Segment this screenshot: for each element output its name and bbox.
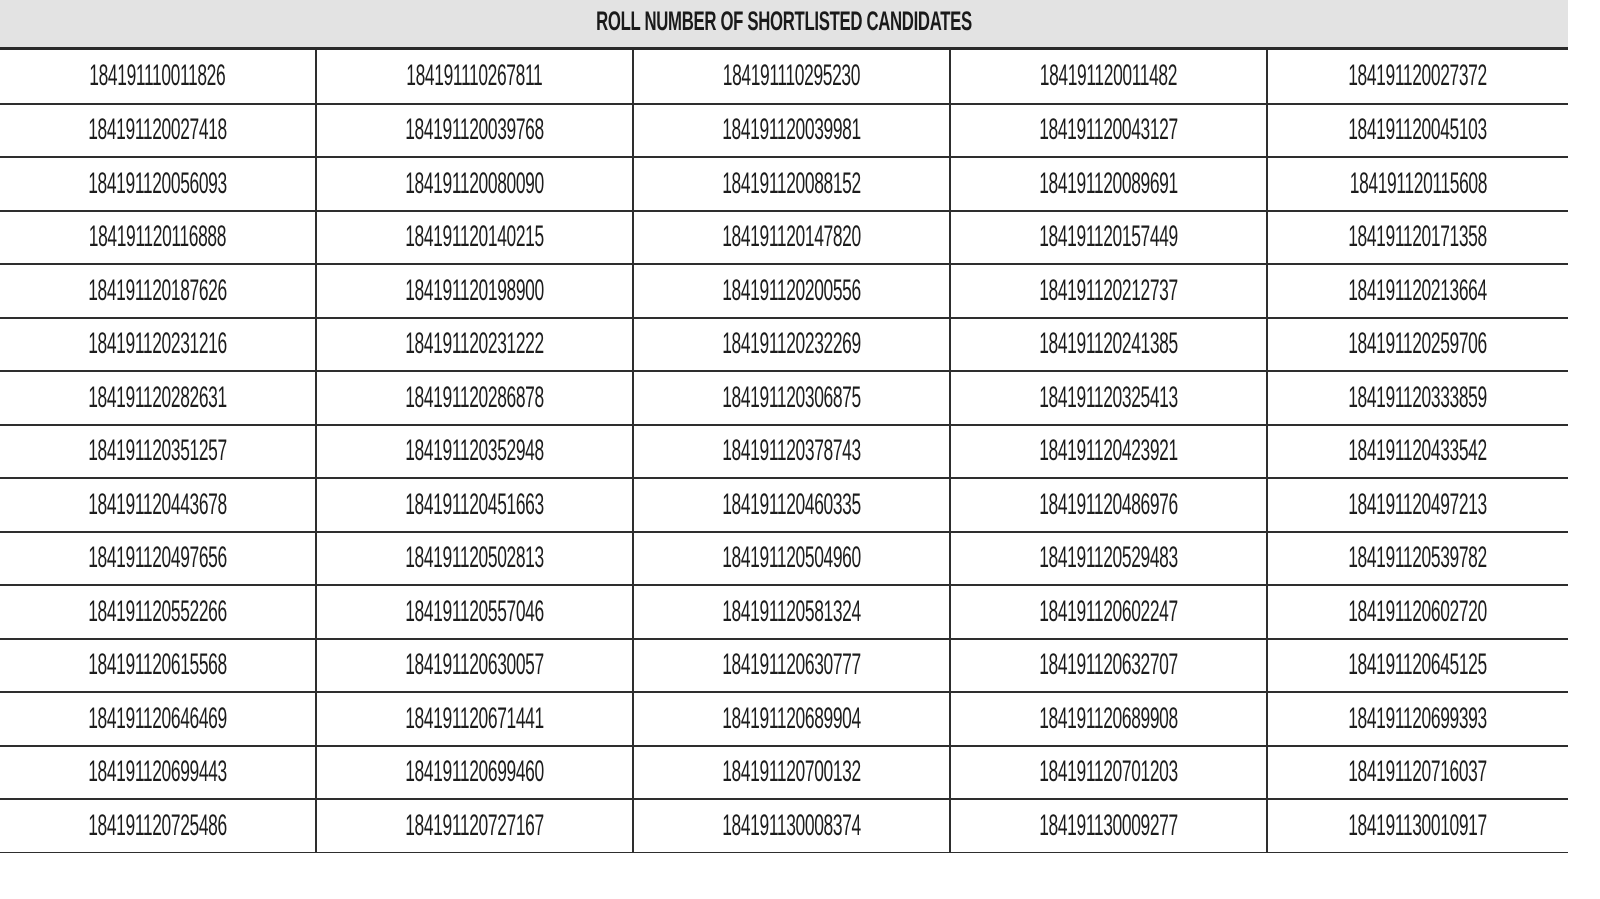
- roll-number: 184191120725486: [88, 809, 227, 842]
- roll-number: 184191130009277: [1039, 809, 1178, 842]
- table-cell: [950, 746, 1267, 800]
- table-cell: [633, 692, 950, 746]
- roll-number: 184191120602247: [1039, 594, 1178, 628]
- roll-number: 184191110267811: [406, 59, 543, 93]
- roll-number: 184191120200556: [722, 273, 861, 307]
- page-margin: [1568, 0, 1600, 899]
- roll-number: 184191120630057: [405, 648, 544, 682]
- roll-number: 184191120689904: [722, 701, 861, 735]
- table-cell: [633, 478, 950, 532]
- roll-number: 184191120460335: [722, 487, 861, 521]
- roll-number: 184191120039981: [722, 113, 861, 147]
- table-cell: [633, 104, 950, 158]
- roll-number: 184191120231216: [88, 327, 227, 361]
- roll-number: 184191120451663: [405, 487, 544, 521]
- table-cell: [633, 532, 950, 586]
- table-cell: [1267, 639, 1568, 693]
- roll-number: 184191120699443: [88, 755, 227, 789]
- table-row: [0, 478, 1568, 532]
- table-cell: [316, 50, 633, 104]
- roll-number: 184191120140215: [405, 220, 544, 254]
- table-cell: [950, 532, 1267, 586]
- table-cell: [0, 264, 316, 318]
- table-cell: [950, 425, 1267, 479]
- table-row: [0, 532, 1568, 586]
- table-cell: [1267, 371, 1568, 425]
- table-row: [0, 371, 1568, 425]
- page-title: ROLL NUMBER OF SHORTLISTED CANDIDATES: [596, 6, 972, 36]
- table-cell: [1267, 425, 1568, 479]
- roll-number: 184191120443678: [88, 487, 227, 521]
- table-cell: [1267, 692, 1568, 746]
- table-row: [0, 211, 1568, 265]
- table-cell: [316, 532, 633, 586]
- roll-number: 184191120671441: [405, 701, 544, 735]
- table-cell: [633, 50, 950, 104]
- roll-number: 184191120011482: [1039, 59, 1178, 93]
- roll-number: 184191120286878: [405, 380, 544, 414]
- table-cell: [633, 157, 950, 211]
- roll-number: 184191120352948: [405, 434, 544, 468]
- table-cell: [1267, 318, 1568, 372]
- roll-number: 184191120700132: [722, 755, 861, 789]
- roll-number: 184191120539782: [1348, 541, 1488, 575]
- table-cell: [316, 799, 633, 853]
- table-cell: [950, 478, 1267, 532]
- table-cell: [1267, 264, 1568, 318]
- roll-number: 184191110295230: [722, 59, 861, 93]
- table-cell: [0, 639, 316, 693]
- table-row: [0, 692, 1568, 746]
- roll-number: 184191120716037: [1348, 755, 1488, 789]
- table-row: [0, 104, 1568, 158]
- table-row: [0, 318, 1568, 372]
- roll-number: 184191120602720: [1348, 594, 1488, 628]
- table-cell: [0, 157, 316, 211]
- roll-number: 184191120088152: [722, 166, 861, 200]
- table-cell: [316, 104, 633, 158]
- roll-number: 184191120699460: [405, 755, 544, 789]
- table-cell: [0, 318, 316, 372]
- table-cell: [0, 425, 316, 479]
- roll-number: 184191120039768: [405, 113, 544, 147]
- table-cell: [1267, 746, 1568, 800]
- roll-number: 184191120727167: [405, 809, 544, 842]
- roll-number: 184191130008374: [722, 809, 861, 842]
- table-cell: [316, 478, 633, 532]
- table-cell: [950, 639, 1267, 693]
- table-cell: [1267, 211, 1568, 265]
- table-cell: [316, 425, 633, 479]
- table-cell: [316, 264, 633, 318]
- roll-number: 184191120433542: [1348, 434, 1488, 468]
- table-row: [0, 585, 1568, 639]
- table-cell: [950, 50, 1267, 104]
- roll-number: 184191120699393: [1348, 701, 1488, 735]
- table-cell: [1267, 799, 1568, 853]
- roll-number: 184191120232269: [722, 327, 861, 361]
- table-cell: [633, 371, 950, 425]
- roll-number: 184191120632707: [1039, 648, 1178, 682]
- table-row: [0, 264, 1568, 318]
- table-cell: [950, 104, 1267, 158]
- roll-number: 184191120306875: [722, 380, 861, 414]
- table-cell: [1267, 104, 1568, 158]
- table-cell: [316, 371, 633, 425]
- table-cell: [950, 211, 1267, 265]
- table-cell: [1267, 585, 1568, 639]
- roll-number: 184191120333859: [1348, 380, 1488, 414]
- table-cell: [633, 585, 950, 639]
- table-cell: [1267, 157, 1568, 211]
- roll-number: 184191120171358: [1348, 220, 1488, 254]
- table-cell: [633, 746, 950, 800]
- roll-number: 184191120378743: [722, 434, 861, 468]
- roll-number: 184191120080090: [405, 166, 544, 200]
- table-cell: [950, 585, 1267, 639]
- roll-number: 184191120043127: [1039, 113, 1178, 147]
- roll-number: 184191120282631: [88, 380, 227, 414]
- table-row: [0, 639, 1568, 693]
- roll-number: 184191120529483: [1039, 541, 1178, 575]
- table-cell: [633, 799, 950, 853]
- table-cell: [950, 799, 1267, 853]
- roll-number: 184191120645125: [1348, 648, 1488, 682]
- table-row: [0, 50, 1568, 104]
- roll-number: 184191110011826: [89, 59, 226, 93]
- roll-number: 184191120213664: [1348, 273, 1488, 307]
- table-cell: [950, 157, 1267, 211]
- table-cell: [316, 157, 633, 211]
- roll-number: 184191120486976: [1039, 487, 1178, 521]
- table-cell: [316, 692, 633, 746]
- roll-number: 184191120089691: [1039, 166, 1178, 200]
- roll-number: 184191120231222: [405, 327, 544, 361]
- roll-number: 184191120701203: [1039, 755, 1178, 789]
- table-cell: [0, 799, 316, 853]
- roll-number: 184191120157449: [1039, 220, 1178, 254]
- table-cell: [633, 318, 950, 372]
- table-row: [0, 157, 1568, 211]
- table-cell: [0, 532, 316, 586]
- roll-number: 184191120497656: [88, 541, 227, 575]
- roll-number: 184191120212737: [1039, 273, 1178, 307]
- roll-number: 184191120497213: [1348, 487, 1488, 521]
- roll-number: 184191120198900: [405, 273, 544, 307]
- table-cell: [0, 478, 316, 532]
- table-cell: [633, 639, 950, 693]
- roll-number: 184191120325413: [1039, 380, 1178, 414]
- roll-number: 184191130010917: [1348, 809, 1488, 842]
- roll-number-table: [0, 50, 1568, 853]
- table-cell: [1267, 478, 1568, 532]
- table-cell: [316, 318, 633, 372]
- roll-number: 184191120147820: [722, 220, 861, 254]
- table-cell: [633, 211, 950, 265]
- table-cell: [1267, 532, 1568, 586]
- table-cell: [0, 50, 316, 104]
- roll-number: 184191120027418: [88, 113, 227, 147]
- roll-number: 184191120630777: [722, 648, 861, 682]
- roll-number: 184191120502813: [405, 541, 544, 575]
- table-cell: [633, 264, 950, 318]
- table-cell: [0, 104, 316, 158]
- table-cell: [0, 585, 316, 639]
- roll-number: 184191120045103: [1348, 113, 1488, 147]
- roll-number: 184191120689908: [1039, 701, 1178, 735]
- table-row: [0, 799, 1568, 853]
- roll-number: 184191120581324: [722, 594, 861, 628]
- roll-number: 184191120187626: [88, 273, 227, 307]
- table-cell: [0, 692, 316, 746]
- roll-number: 184191120259706: [1348, 327, 1488, 361]
- roll-number: 184191120116888: [88, 220, 227, 254]
- table-row: [0, 746, 1568, 800]
- roll-number: 184191120504960: [722, 541, 861, 575]
- table-cell: [316, 585, 633, 639]
- table-cell: [1267, 50, 1568, 104]
- table-cell: [950, 371, 1267, 425]
- roll-number: 184191120241385: [1039, 327, 1178, 361]
- table-cell: [633, 425, 950, 479]
- table-cell: [950, 318, 1267, 372]
- table-cell: [950, 264, 1267, 318]
- title-bar: [0, 0, 1568, 50]
- table-row: [0, 425, 1568, 479]
- roll-number: 184191120646469: [88, 701, 227, 735]
- table-cell: [950, 692, 1267, 746]
- roll-number: 184191120027372: [1348, 59, 1488, 93]
- roll-number: 184191120557046: [405, 594, 544, 628]
- table-cell: [0, 371, 316, 425]
- roll-number: 184191120056093: [88, 166, 227, 200]
- table-cell: [0, 211, 316, 265]
- table-cell: [316, 639, 633, 693]
- roll-number-table-body: [0, 50, 1568, 853]
- roll-number: 184191120423921: [1039, 434, 1178, 468]
- roll-number: 184191120351257: [88, 434, 227, 468]
- roll-number: 184191120115608: [1349, 166, 1487, 200]
- table-cell: [0, 746, 316, 800]
- roll-number: 184191120615568: [88, 648, 227, 682]
- table-cell: [316, 211, 633, 265]
- table-cell: [316, 746, 633, 800]
- roll-number: 184191120552266: [88, 594, 227, 628]
